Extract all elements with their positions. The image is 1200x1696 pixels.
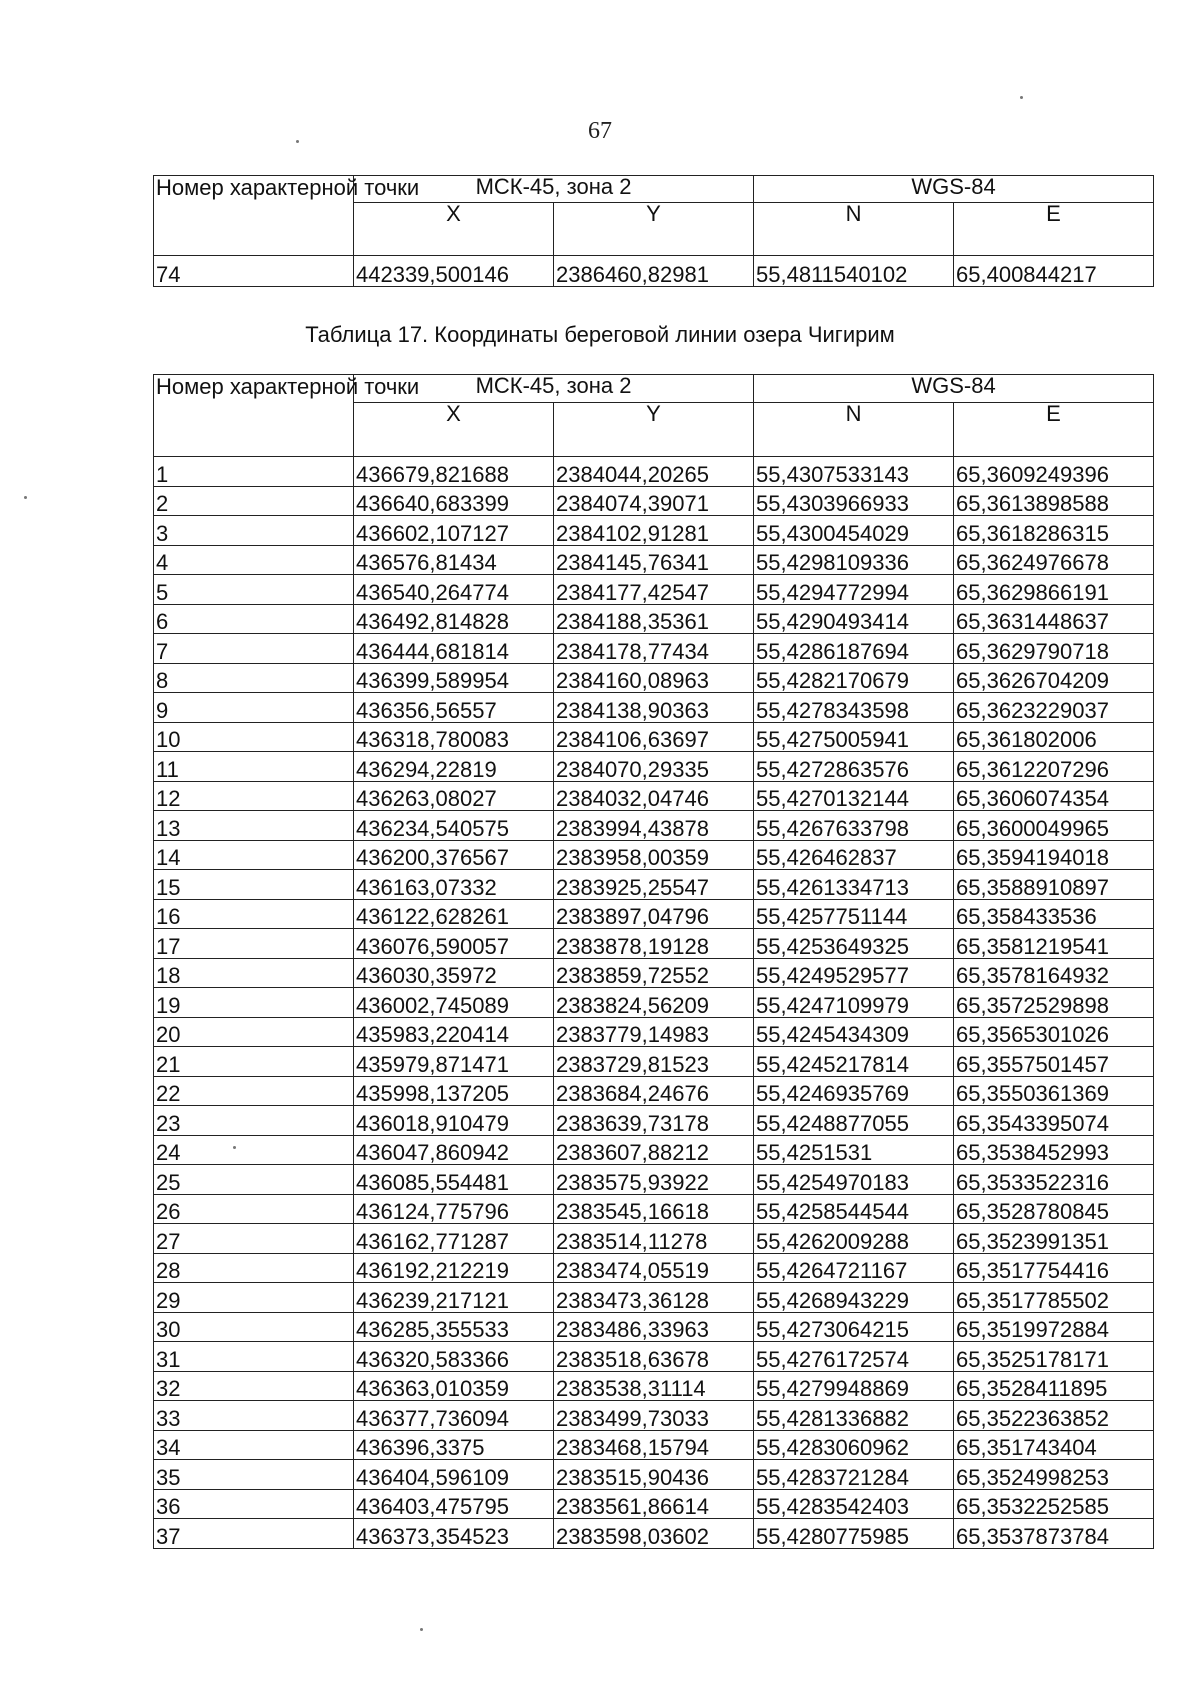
n-cell: 55,4272863576 xyxy=(754,752,954,782)
n-cell: 55,4278343598 xyxy=(754,693,954,723)
point-number-cell: 30 xyxy=(154,1312,354,1342)
scan-speck xyxy=(1020,96,1023,99)
x-cell: 436679,821688 xyxy=(354,457,554,487)
y-cell: 2386460,82981 xyxy=(554,256,754,287)
y-cell: 2383824,56209 xyxy=(554,988,754,1018)
n-cell: 55,4249529577 xyxy=(754,958,954,988)
e-cell: 65,3594194018 xyxy=(954,840,1154,870)
table-row xyxy=(154,545,1154,575)
e-header: E xyxy=(954,403,1154,457)
e-cell: 65,3543395074 xyxy=(954,1106,1154,1136)
n-cell: 55,4283542403 xyxy=(754,1489,954,1519)
y-cell: 2383499,73033 xyxy=(554,1401,754,1431)
e-cell: 65,3624976678 xyxy=(954,545,1154,575)
e-cell: 65,3629866191 xyxy=(954,575,1154,605)
x-cell: 442339,500146 xyxy=(354,256,554,287)
y-cell: 2384178,77434 xyxy=(554,634,754,664)
scan-speck xyxy=(24,496,27,499)
y-cell: 2384188,35361 xyxy=(554,604,754,634)
point-number-cell: 26 xyxy=(154,1194,354,1224)
table-row xyxy=(154,1371,1154,1401)
table-row xyxy=(154,1165,1154,1195)
e-cell: 65,3532252585 xyxy=(954,1489,1154,1519)
point-number-cell: 32 xyxy=(154,1371,354,1401)
x-cell: 436122,628261 xyxy=(354,899,554,929)
x-cell: 435983,220414 xyxy=(354,1017,554,1047)
table-row xyxy=(154,1047,1154,1077)
y-cell: 2383729,81523 xyxy=(554,1047,754,1077)
n-cell: 55,4307533143 xyxy=(754,457,954,487)
table-row xyxy=(154,604,1154,634)
x-cell: 435998,137205 xyxy=(354,1076,554,1106)
table-row xyxy=(154,840,1154,870)
e-cell: 65,3629790718 xyxy=(954,634,1154,664)
n-cell: 55,4262009288 xyxy=(754,1224,954,1254)
table-row xyxy=(154,1460,1154,1490)
table-row xyxy=(154,486,1154,516)
point-number-cell: 13 xyxy=(154,811,354,841)
y-cell: 2383473,36128 xyxy=(554,1283,754,1313)
point-number-cell: 6 xyxy=(154,604,354,634)
e-cell: 65,3517785502 xyxy=(954,1283,1154,1313)
y-cell: 2383538,31114 xyxy=(554,1371,754,1401)
y-cell: 2383561,86614 xyxy=(554,1489,754,1519)
x-cell: 436234,540575 xyxy=(354,811,554,841)
x-cell: 436085,554481 xyxy=(354,1165,554,1195)
point-number-cell: 27 xyxy=(154,1224,354,1254)
point-number-cell: 28 xyxy=(154,1253,354,1283)
y-cell: 2384074,39071 xyxy=(554,486,754,516)
n-cell: 55,4280775985 xyxy=(754,1519,954,1549)
y-cell: 2383994,43878 xyxy=(554,811,754,841)
point-number-cell: 34 xyxy=(154,1430,354,1460)
n-cell: 55,4268943229 xyxy=(754,1283,954,1313)
point-number-cell: 11 xyxy=(154,752,354,782)
n-cell: 55,4257751144 xyxy=(754,899,954,929)
point-number-cell: 22 xyxy=(154,1076,354,1106)
y-cell: 2383468,15794 xyxy=(554,1430,754,1460)
n-cell: 55,4246935769 xyxy=(754,1076,954,1106)
y-cell: 2384160,08963 xyxy=(554,663,754,693)
n-cell: 55,4281336882 xyxy=(754,1401,954,1431)
y-cell: 2383598,03602 xyxy=(554,1519,754,1549)
point-number-cell: 10 xyxy=(154,722,354,752)
scan-speck xyxy=(420,1628,423,1631)
table-row xyxy=(154,1253,1154,1283)
x-cell: 436444,681814 xyxy=(354,634,554,664)
y-cell: 2384138,90363 xyxy=(554,693,754,723)
table-row xyxy=(154,988,1154,1018)
table-row xyxy=(154,1519,1154,1549)
x-cell: 436047,860942 xyxy=(354,1135,554,1165)
table-row xyxy=(154,781,1154,811)
e-cell: 65,351743404 xyxy=(954,1430,1154,1460)
x-cell: 436076,590057 xyxy=(354,929,554,959)
n-cell: 55,426462837 xyxy=(754,840,954,870)
e-cell: 65,3517754416 xyxy=(954,1253,1154,1283)
x-cell: 436396,3375 xyxy=(354,1430,554,1460)
table-row xyxy=(154,256,1154,287)
point-number-cell: 14 xyxy=(154,840,354,870)
e-cell: 65,3613898588 xyxy=(954,486,1154,516)
wgs-header: WGS-84 xyxy=(754,375,1154,403)
x-cell: 436363,010359 xyxy=(354,1371,554,1401)
n-cell: 55,4303966933 xyxy=(754,486,954,516)
n-cell: 55,4298109336 xyxy=(754,545,954,575)
page-number: 67 xyxy=(588,118,612,144)
wgs-header: WGS-84 xyxy=(754,176,1154,203)
y-cell: 2383859,72552 xyxy=(554,958,754,988)
x-cell: 436576,81434 xyxy=(354,545,554,575)
x-cell: 436263,08027 xyxy=(354,781,554,811)
x-cell: 436377,736094 xyxy=(354,1401,554,1431)
e-cell: 65,3572529898 xyxy=(954,988,1154,1018)
point-number-cell: 31 xyxy=(154,1342,354,1372)
x-cell: 436163,07332 xyxy=(354,870,554,900)
x-cell: 436356,56557 xyxy=(354,693,554,723)
coordinates-table-continued xyxy=(153,175,1154,287)
point-number-cell: 5 xyxy=(154,575,354,605)
point-number-cell: 23 xyxy=(154,1106,354,1136)
y-cell: 2383607,88212 xyxy=(554,1135,754,1165)
x-cell: 436285,355533 xyxy=(354,1312,554,1342)
n-cell: 55,4258544544 xyxy=(754,1194,954,1224)
point-number-cell: 74 xyxy=(154,256,354,287)
n-cell: 55,4279948869 xyxy=(754,1371,954,1401)
e-cell: 65,3578164932 xyxy=(954,958,1154,988)
x-cell: 436399,589954 xyxy=(354,663,554,693)
n-cell: 55,4300454029 xyxy=(754,516,954,546)
e-cell: 65,3557501457 xyxy=(954,1047,1154,1077)
table-row xyxy=(154,722,1154,752)
point-number-cell: 33 xyxy=(154,1401,354,1431)
point-number-cell: 2 xyxy=(154,486,354,516)
n-cell: 55,4270132144 xyxy=(754,781,954,811)
y-cell: 2383684,24676 xyxy=(554,1076,754,1106)
table-caption: Таблица 17. Координаты береговой линии озера Чигирим xyxy=(305,322,895,347)
table-row xyxy=(154,870,1154,900)
table-row xyxy=(154,634,1154,664)
n-cell: 55,4254970183 xyxy=(754,1165,954,1195)
x-cell: 436124,775796 xyxy=(354,1194,554,1224)
table-row xyxy=(154,663,1154,693)
y-cell: 2383515,90436 xyxy=(554,1460,754,1490)
point-number-cell: 4 xyxy=(154,545,354,575)
e-cell: 65,3550361369 xyxy=(954,1076,1154,1106)
point-number-cell: 3 xyxy=(154,516,354,546)
e-cell: 65,400844217 xyxy=(954,256,1154,287)
point-number-cell: 37 xyxy=(154,1519,354,1549)
table-row xyxy=(154,575,1154,605)
table-row xyxy=(154,752,1154,782)
x-cell: 435979,871471 xyxy=(354,1047,554,1077)
n-cell: 55,4811540102 xyxy=(754,256,954,287)
n-cell: 55,4261334713 xyxy=(754,870,954,900)
x-cell: 436320,583366 xyxy=(354,1342,554,1372)
point-number-cell: 15 xyxy=(154,870,354,900)
e-cell: 65,3537873784 xyxy=(954,1519,1154,1549)
y-cell: 2383575,93922 xyxy=(554,1165,754,1195)
table-row xyxy=(154,1076,1154,1106)
scan-speck xyxy=(296,140,299,143)
point-number-cell: 36 xyxy=(154,1489,354,1519)
table-row xyxy=(154,899,1154,929)
e-cell: 65,3565301026 xyxy=(954,1017,1154,1047)
point-number-cell: 7 xyxy=(154,634,354,664)
n-cell: 55,4286187694 xyxy=(754,634,954,664)
x-header: X xyxy=(354,403,554,457)
e-cell: 65,3588910897 xyxy=(954,870,1154,900)
y-cell: 2383897,04796 xyxy=(554,899,754,929)
e-cell: 65,3609249396 xyxy=(954,457,1154,487)
point-number-cell: 12 xyxy=(154,781,354,811)
point-number-cell: 1 xyxy=(154,457,354,487)
n-cell: 55,4276172574 xyxy=(754,1342,954,1372)
point-number-cell: 25 xyxy=(154,1165,354,1195)
x-cell: 436002,745089 xyxy=(354,988,554,1018)
y-cell: 2383779,14983 xyxy=(554,1017,754,1047)
x-cell: 436162,771287 xyxy=(354,1224,554,1254)
msk-header: МСК-45, зона 2 xyxy=(354,176,754,203)
n-cell: 55,4275005941 xyxy=(754,722,954,752)
y-cell: 2383514,11278 xyxy=(554,1224,754,1254)
x-cell: 436200,376567 xyxy=(354,840,554,870)
e-header: E xyxy=(954,203,1154,256)
point-number-cell: 19 xyxy=(154,988,354,1018)
y-cell: 2384106,63697 xyxy=(554,722,754,752)
e-cell: 65,3528411895 xyxy=(954,1371,1154,1401)
y-cell: 2383474,05519 xyxy=(554,1253,754,1283)
point-number-cell: 20 xyxy=(154,1017,354,1047)
n-cell: 55,4248877055 xyxy=(754,1106,954,1136)
e-cell: 65,3623229037 xyxy=(954,693,1154,723)
x-cell: 436030,35972 xyxy=(354,958,554,988)
table-row xyxy=(154,1342,1154,1372)
point-number-cell: 8 xyxy=(154,663,354,693)
point-number-cell: 29 xyxy=(154,1283,354,1313)
table-row xyxy=(154,516,1154,546)
e-cell: 65,3533522316 xyxy=(954,1165,1154,1195)
e-cell: 65,3538452993 xyxy=(954,1135,1154,1165)
point-number-cell: 21 xyxy=(154,1047,354,1077)
y-cell: 2383925,25547 xyxy=(554,870,754,900)
scan-speck xyxy=(233,1146,236,1149)
table-row xyxy=(154,1312,1154,1342)
point-number-cell: 17 xyxy=(154,929,354,959)
n-cell: 55,4245434309 xyxy=(754,1017,954,1047)
x-cell: 436239,217121 xyxy=(354,1283,554,1313)
point-number-header: Номер характерной точки xyxy=(154,176,354,256)
table-row xyxy=(154,1430,1154,1460)
y-cell: 2383486,33963 xyxy=(554,1312,754,1342)
x-cell: 436192,212219 xyxy=(354,1253,554,1283)
table-row xyxy=(154,1224,1154,1254)
table-row xyxy=(154,693,1154,723)
e-cell: 65,3522363852 xyxy=(954,1401,1154,1431)
y-cell: 2383545,16618 xyxy=(554,1194,754,1224)
n-cell: 55,4283721284 xyxy=(754,1460,954,1490)
y-cell: 2383518,63678 xyxy=(554,1342,754,1372)
table-body xyxy=(154,457,1154,1549)
y-cell: 2383878,19128 xyxy=(554,929,754,959)
point-number-cell: 18 xyxy=(154,958,354,988)
table-row xyxy=(154,1106,1154,1136)
n-cell: 55,4282170679 xyxy=(754,663,954,693)
e-cell: 65,3606074354 xyxy=(954,781,1154,811)
x-header: X xyxy=(354,203,554,256)
point-number-header: Номер характерной точки xyxy=(154,375,354,457)
y-cell: 2384044,20265 xyxy=(554,457,754,487)
point-number-cell: 9 xyxy=(154,693,354,723)
x-cell: 436640,683399 xyxy=(354,486,554,516)
y-cell: 2384177,42547 xyxy=(554,575,754,605)
x-cell: 436404,596109 xyxy=(354,1460,554,1490)
table-row xyxy=(154,1017,1154,1047)
n-cell: 55,4267633798 xyxy=(754,811,954,841)
x-cell: 436294,22819 xyxy=(354,752,554,782)
point-number-cell: 16 xyxy=(154,899,354,929)
n-cell: 55,4294772994 xyxy=(754,575,954,605)
x-cell: 436318,780083 xyxy=(354,722,554,752)
n-header: N xyxy=(754,203,954,256)
table-row xyxy=(154,1194,1154,1224)
table-row xyxy=(154,1283,1154,1313)
table-row xyxy=(154,929,1154,959)
table-row xyxy=(154,811,1154,841)
e-cell: 65,358433536 xyxy=(954,899,1154,929)
y-header: Y xyxy=(554,403,754,457)
e-cell: 65,3600049965 xyxy=(954,811,1154,841)
x-cell: 436492,814828 xyxy=(354,604,554,634)
table-row xyxy=(154,1401,1154,1431)
y-cell: 2384032,04746 xyxy=(554,781,754,811)
e-cell: 65,3631448637 xyxy=(954,604,1154,634)
x-cell: 436540,264774 xyxy=(354,575,554,605)
e-cell: 65,3528780845 xyxy=(954,1194,1154,1224)
msk-header: МСК-45, зона 2 xyxy=(354,375,754,403)
y-cell: 2383639,73178 xyxy=(554,1106,754,1136)
y-cell: 2384145,76341 xyxy=(554,545,754,575)
n-cell: 55,4264721167 xyxy=(754,1253,954,1283)
n-cell: 55,4283060962 xyxy=(754,1430,954,1460)
point-number-cell: 35 xyxy=(154,1460,354,1490)
table-row xyxy=(154,958,1154,988)
n-cell: 55,4273064215 xyxy=(754,1312,954,1342)
n-cell: 55,4290493414 xyxy=(754,604,954,634)
e-cell: 65,3581219541 xyxy=(954,929,1154,959)
e-cell: 65,3519972884 xyxy=(954,1312,1154,1342)
n-cell: 55,4245217814 xyxy=(754,1047,954,1077)
e-cell: 65,3524998253 xyxy=(954,1460,1154,1490)
x-cell: 436403,475795 xyxy=(354,1489,554,1519)
coordinates-table xyxy=(153,374,1154,1549)
e-cell: 65,3626704209 xyxy=(954,663,1154,693)
y-cell: 2383958,00359 xyxy=(554,840,754,870)
n-cell: 55,4247109979 xyxy=(754,988,954,1018)
n-header: N xyxy=(754,403,954,457)
y-cell: 2384070,29335 xyxy=(554,752,754,782)
e-cell: 65,3525178171 xyxy=(954,1342,1154,1372)
x-cell: 436018,910479 xyxy=(354,1106,554,1136)
point-number-cell: 24 xyxy=(154,1135,354,1165)
x-cell: 436373,354523 xyxy=(354,1519,554,1549)
n-cell: 55,4251531 xyxy=(754,1135,954,1165)
y-cell: 2384102,91281 xyxy=(554,516,754,546)
table-row xyxy=(154,1489,1154,1519)
n-cell: 55,4253649325 xyxy=(754,929,954,959)
table-row xyxy=(154,457,1154,487)
table-body xyxy=(154,256,1154,287)
table-row xyxy=(154,1135,1154,1165)
e-cell: 65,361802006 xyxy=(954,722,1154,752)
e-cell: 65,3612207296 xyxy=(954,752,1154,782)
y-header: Y xyxy=(554,203,754,256)
x-cell: 436602,107127 xyxy=(354,516,554,546)
e-cell: 65,3523991351 xyxy=(954,1224,1154,1254)
e-cell: 65,3618286315 xyxy=(954,516,1154,546)
